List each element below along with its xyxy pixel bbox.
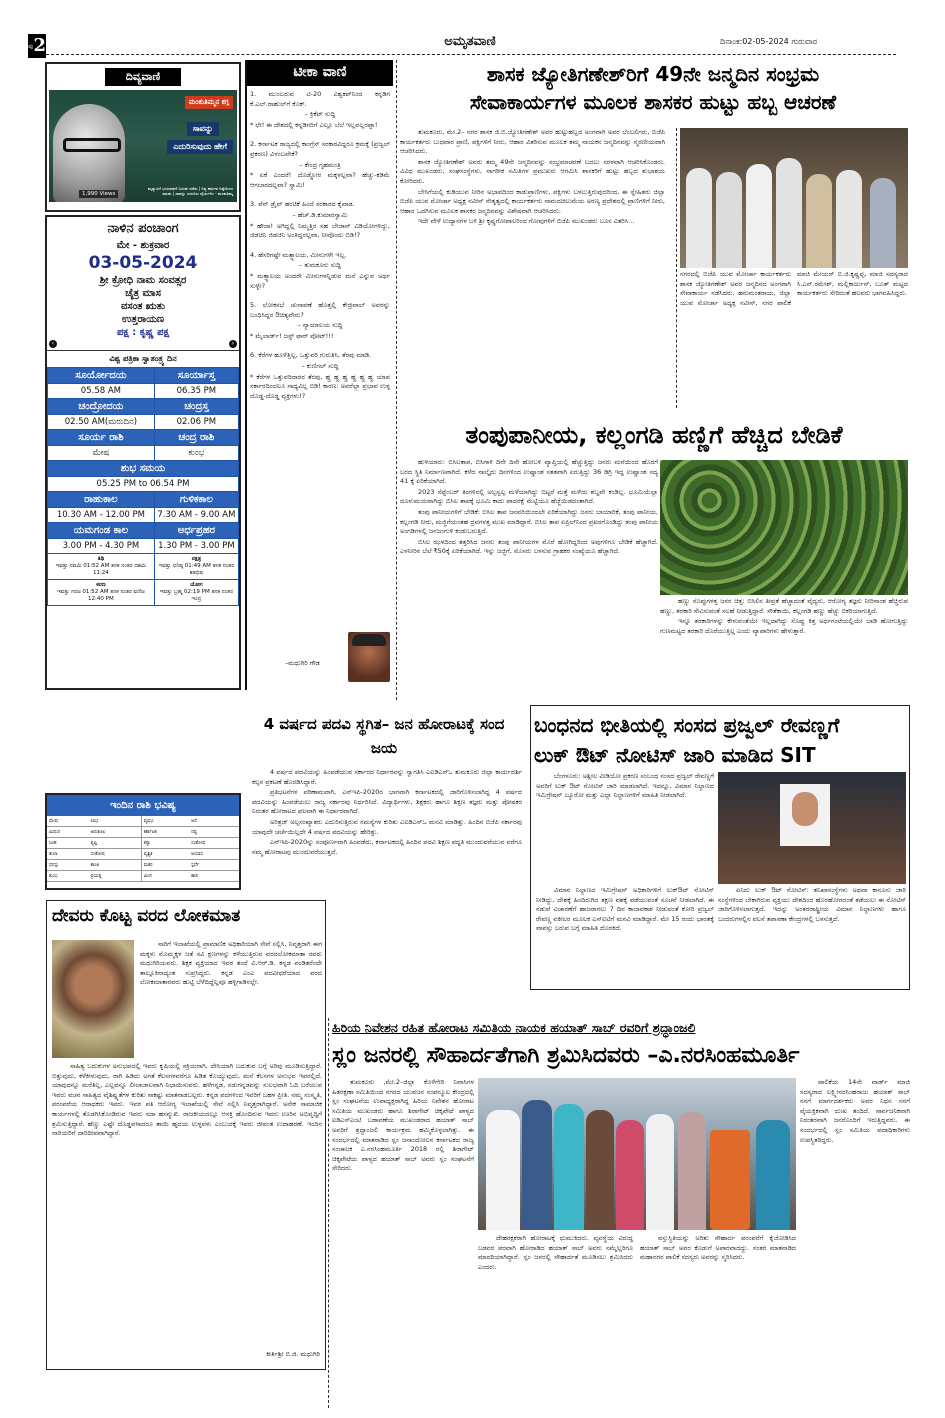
moonrise-value: 02.50 AM(ಮರುದಿನ) [48, 415, 155, 430]
panchanga-ritu: ವಸಂತ ಋತು [120, 301, 166, 312]
story1-paragraph: ತುಮಕೂರು, ಮೇ.2– ನಗರ ಶಾಸಕ ಜಿ.ಬಿ.ಜ್ಯೋತಿಗಣೇಶ್ ಅವರ ಹುಟ್ಟುಹಬ್ಬದ ಅಂಗವಾಗಿ ಅವರ ಬೆಂಬಲಿಗರು, ಬಿಜೆಪಿ ಕಾರ್ಯಕರ್ತರು ಬುಧವಾರ ಪ್ರಾಣಿ, ಪಕ್ಷಿಗಳಿಗೆ ನೀರು, ಆಹಾರ ವಿತರಿಸುವ ಮೂಲಕ ತಮ್ಮ ನಾಯಕನ ಜನ್ಮದಿನವನ್ನು ಸ್ಮರಣೀಯವಾಗಿ ಆಚರಿಸಿದರು. [400, 128, 665, 156]
photo-person [646, 1114, 674, 1230]
story1-caption: ನಗರದಲ್ಲಿ ಬಿಜೆಪಿ ಯುವ ಮೋರ್ಚಾ ಕಾರ್ಯಕರ್ತರು ಶಾಸಕ ಜ್ಯೋತಿಗಣೇಶ್ ಅವರ ಜನ್ಮದಿನದ ಅಂಗವಾಗಿ ಸೇವಾಕಾರ್ಯ ನಡೆಸಿದರು. ಹನುಮಂತರಾಯ, ಜಿಲ್ಲಾ ಯುವ ಮೋರ್ಚಾ ಅಧ್ಯಕ್ಷ ನವೀನ್, ನಗರ ಪಾಲಿಕೆ ಮಾಜಿ ಮೇಯರ್ ಬಿ.ಜಿ.ಕೃಷ್ಣಪ್ಪ, ಮಾಜಿ ಸದಸ್ಯರಾದ ಸಿ.ಎನ್.ರಮೇಶ್, ಮಲ್ಲಿಕಾರ್ಜುನ್, ಬೂತ್ ಮಟ್ಟದ ಕಾರ್ಯಕರ್ತರು ಸೇರಿದಂತೆ ಹಲವರು ಭಾಗವಹಿಸಿದ್ದರು. [680, 270, 908, 307]
tithi-value: ಇವತ್ತು ನವಮಿ 01:52 AM ತನಕ ನಂತರ ದಶಮಿ 11:24 [55, 563, 147, 576]
column-divider [676, 128, 677, 408]
rashi-prediction: ಆಸೆ [189, 816, 239, 827]
teeka-question: 5. ಲೋಕಸಭೆ ಚುನಾವಣೆ ಹೊತ್ತಲ್ಲಿ ಕೇಜ್ರಿವಾಲ್ ಅವರನ್ನು ಬಂಧಿಸಿದ್ದರ ಔಚಿತ್ಯವೇನು? [250, 301, 390, 319]
rahukala-label: ರಾಹುಕಾಲ [48, 492, 155, 508]
newspaper-title: ಅಮೃತವಾಣಿ [444, 34, 496, 49]
sunrise-value: 05.58 AM [48, 384, 155, 399]
rashi-row [47, 816, 239, 827]
yoga-cell [154, 580, 238, 606]
story4-paragraph: ಎನ್‌ಇಪಿ-2020ನ್ನು ಸಂಪೂರ್ಣವಾಗಿ ಹಿಂಪಡೆದು, ಕರ್ನಾಟಕದಲ್ಲಿ ಹಿಂದಿನ ಪದವಿ ಶಿಕ್ಷಣ ಪದ್ಧತಿ ಮುಂದುವರೆಯುವ ವರೆಗೂ ನಮ್ಮ ಹೋರಾಟವು ಮುಂದುವರೆಯುತ್ತದೆ. [252, 838, 522, 856]
gulikakala-label: ಗುಳಿಕಕಾಲ [154, 492, 238, 508]
rashi-prediction: ಸಂತೋಷ [89, 849, 142, 860]
moonset-value: 02.06 PM [154, 415, 238, 430]
teeka-source: – ಕುಣಿಗಲ್ ಸುದ್ದಿ [301, 362, 339, 371]
divyavani-video-thumbnail[interactable] [49, 90, 237, 202]
teeka-question: 6. ಕೆರೆಗಳ ಹೂಳೆತ್ತಿಲ್ಲ, ಒತ್ತುವರಿ ಗುರುತಿಸಿ, ತೆರವು ಮಾಡಿ. [250, 351, 372, 360]
story5-paragraph: ಸಾರಿಗೆ ಇಲಾಖೆಯಲ್ಲಿ ಪ್ರಾಮಾಣಿಕ ಅಧಿಕಾರಿಯಾಗಿ ಸೇವೆ ಸಲ್ಲಿಸಿ, ನಿವೃತ್ತರಾಗಿ ಈಗ ಮಕ್ಕಳು ಮೊಮ್ಮಕ್ಕಳ ಜತೆ ಸವಿ ಕ್ಷಣಗಳನ್ನು ಕಳೆಯುತ್ತಿರುವ ವರದಲೋಕಮಾತಾ ರವರು ಮಧುಗಿರಿಯವರು. ಶಿಕ್ಷಕ ವ್ಯಕ್ತಿಯಾದ ಇವರ ತಂದೆ ವಿ.ಆರ್.ಡಿ. ಕನ್ನಡ ಪಂಡಿತರೆಂದೇ ತಾಲ್ಲೂಕಿನಾದ್ಯಂತ ಸುಪ್ರಸಿದ್ಧರು. ಕನ್ನಡ ಎಂಎ ಪದವೀಧರೆಯಾದ ವರದ ಲೋಕಮಾತಾರವರು ಹುಟ್ಟಿ ಬೆಳೆದಿದ್ದೆಲ್ಲವೂ ಹಳ್ಳಿಗಾಡಿನಲ್ಲೇ. [140, 940, 322, 987]
story3-photo [718, 772, 906, 884]
karana-cell [48, 580, 155, 606]
story6-col-2 [800, 1078, 910, 1408]
rashi-sign: ಮೀನ [141, 871, 189, 882]
panchanga-paksha: ಪಕ್ಷ : ಕೃಷ್ಣ ಪಕ್ಷ [117, 327, 169, 338]
issue-date: ದಿನಾಂಕ:02-05-2024 ಗುರುವಾರ [720, 37, 818, 46]
rashi-sign: ಧನಸ್ಸು [47, 860, 89, 871]
photo-person [870, 178, 896, 268]
rashi-row [47, 827, 239, 838]
teeka-answer: * ಛೇ! ಈ ದೇಶದಲ್ಲಿ ಕನ್ನಡಿಗರಿಗೆ ಎಲ್ಲೂ ಬೆಲೆ ಇಲ್ಲವಲ್ಲರಪ್ಪಾ! [250, 120, 378, 129]
story1-paragraph: ಶಾಸಕ ಜ್ಯೋತಿಗಣೇಶ್ ಅವರು ತಮ್ಮ 49ನೇ ಜನ್ಮದಿನವನ್ನು ಸಂಭ್ರಮಾಚರಣೆ ಬದಲು ಸರಳವಾಗಿ ಆಚರಿಸಿಕೊಂಡರು. ವಿವಿಧ ಮುಖಂಡರು, ಸಂಘಸಂಸ್ಥೆಗಳು, ನಾಗರೀಕ ಸಮಿತಿಗಳ ಪ್ರಮುಖರು ಆಗಮಿಸಿ ಶಾಸಕರಿಗೆ ಹುಟ್ಟು ಹಬ್ಬದ ಶುಭಾಶಯ ಕೋರಿದರು. [400, 157, 665, 185]
yamaganda-value: 3.00 PM - 4.30 PM [48, 539, 155, 554]
teeka-source: – ಕ್ರಿಕೆಟ್ ಸುದ್ದಿ [304, 110, 336, 119]
story4-headline: 4 ವರ್ಷದ ಪದವಿ ಸ್ಥಗಿತ– ಜನ ಹೋರಾಟಕ್ಕೆ ಸಂದ ಜಯ [263, 715, 505, 757]
story5-headline: ದೇವರು ಕೊಟ್ಟ ವರದ ಲೋಕಮಾತ [52, 906, 241, 926]
story1-paragraph: ಇದೇ ವೇಳೆ ಉದ್ಯಾನಗಳ ಬಳಿ ಶ್ರೀ ಕೃಷ್ಣಗೋಪಾಲರಿಂದ ಗೋವುಗಳಿಗೆ ಬಿಜೆಪಿ ಮುಖಂಡರು ಬೂಸ ವಿತರಿಸಿ... [418, 217, 635, 226]
tithi-cell [48, 554, 155, 580]
protest-poster [780, 784, 830, 846]
karana-label: ಕರಣ [96, 582, 106, 588]
sunrise-label: ಸೂರ್ಯೋದಯ [48, 368, 155, 384]
yoga-value: ಇವತ್ತು ಬ್ರಹ್ಮ 02:19 PM ತನಕ ನಂತರ ಇಂದ್ರ [159, 589, 233, 602]
story3-paragraph: ಬೆಂಗಳೂರು: ಅಶ್ಲೀಲ ವೀಡಿಯೋ ಪ್ರಕರಣ ಸಂಬಂಧ ಸಂಸದ ಪ್ರಜ್ವಲ್ ರೇವಣ್ಣಗೆ ಅವರಿಗೆ ಲುಕ್ ಔಟ್ ನೋಟಿಸ್ ಜಾರಿ ಮಾಡಲಾಗಿದೆ. ಇದನ್ನೂ, ವಿಮಾನ ನಿಲ್ದಾಣದ ಇಮಿಗ್ರೇಷನ್ ಬ್ಯೂರೋ ಮತ್ತು ಎಲ್ಲಾ ನಿಲ್ದಾಣಗಳಿಗೆ ಮಾಹಿತಿ ನೀಡಲಾಗಿದೆ. [536, 772, 714, 800]
nakshatra-value: ಇವತ್ತು ಧನಿಷ್ಠ 01:49 AM ತನಕ ನಂತರ ಶತಭಿಷ [158, 563, 235, 576]
rashi-row [47, 860, 239, 871]
rashi-sign: ಸಿಂಹ [47, 838, 89, 849]
photo-banner [710, 1130, 750, 1230]
shubha-samaya-label: ಶುಭ ಸಮಯ [48, 461, 239, 477]
shubha-samaya-value: 05.25 PM to 06.54 PM [48, 477, 239, 492]
teeka-question: 3. ಪೆನ್ ಡ್ರೈವ್ ಹಂಚಿಕೆ ಹಿಂದೆ ಸರಕಾರದ ಕೈವಾಡ. [250, 200, 355, 209]
surya-rashi-label: ಸೂರ್ಯ ರಾಶಿ [48, 430, 155, 446]
glasses-shape [63, 138, 121, 152]
story1-headline-line-2: ಸೇವಾಕಾರ್ಯಗಳ ಮೂಲಕ ಶಾಸಕರ ಹುಟ್ಟು ಹಬ್ಬ ಆಚರಣೆ [469, 90, 837, 114]
teeka-question: 4. ಹೆಸರಿಗಷ್ಟೇ ಮತ್ಸ್ಯಾಲಯ, ಮೀನುಗಳೇ ಇಲ್ಲ. [250, 250, 347, 259]
rashi-prediction: ಸ್ಪರ್ಧೆ [189, 860, 239, 871]
panchanga-table [47, 367, 239, 606]
yamaganda-label: ಯಮಗಂಡ ಕಾಲ [48, 523, 155, 539]
ardhaprahara-value: 1.30 PM - 3.00 PM [154, 539, 238, 554]
teeka-vani-column [245, 60, 393, 690]
rashi-sign: ಕುಂಭ [47, 871, 89, 882]
chandra-rashi-value: ಕುಂಭ [154, 446, 238, 461]
story5-paragraph: ಸಾಹಿತ್ಯ ಬದುಕುಗಳ ಅನುಭವದಲ್ಲಿ ಇವರು ಕೃಷಿಯಲ್ಲಿ ಸಕ್ರಿಯರಾಗಿ, ದೇಸಿಯಾಗಿ ಬದುಕುವ ಬಗ್ಗೆ ಅರಿವು ಮೂಡಿಸುತ್ತಿದ್ದಾರೆ. ಬಿತ್ತುವುದು, ಕಳೆಕೀಳುವುದು, ರಾಗಿ ಹಿಡಿದು ಅಗತೆ ಕೆಲಸಗಳವರೆಗೂ ಹಿಡಿತ ಕೊಯ್ಯುವುದು, ಮನೆ ಕೆಲಸಗಳ ಅನುಭವ ಇವರಲ್ಲಿದೆ. ಯಾವುದನ್ನೂ ಮರೆತಿಲ್ಲ, ಎಲ್ಲವನ್ನೂ ಲೀಲಾಜಾಲವಾಗಿ ನಿಭಾಯಿಸುವರು. ಹಳೆಗನ್ನಡ, ನಡುಗನ್ನಡವನ್ನು ಸುಲಭವಾಗಿ ಓದಿ ಬರೆಯುವ ಇವರು ವಚನ ಸಾಹಿತ್ಯದ ವೈಶಿಷ್ಟ್ಯತೆಗಳ ಕುರಿತು ಸಾಕಷ್ಟು ಮಾತನಾಡಬಲ್ಲರು. ಕನ್ನಡ ಪದಗಳಿಂದ ಇವರಿಗೆ ಬಹಳ ಪ್ರೀತಿ. ನಮ್ಮ ಸಂಸ್ಕೃತಿ, ಪರಂಪರೆಯ ಆರಾಧಕರು ಇವರು. ಇವರ ಪತಿ ಆರೋಗ್ಯ ಇಲಾಖೆಯಲ್ಲಿ ಸೇವೆ ಸಲ್ಲಿಸಿ ನಿವೃತ್ತರಾಗಿದ್ದಾರೆ. ಅನೇಕ ಸಾಮಾಜಿಕ ಕಾರ್ಯಗಳಲ್ಲಿ ತೊಡಗಿಸಿಕೊಂಡಿರುವ ಇವರು ಸದಾ ಹಸನ್ಮುಖಿ. ರಾಜಕೀಯದಲ್ಲೂ ಆಸಕ್ತಿ ಹೊಂದಿರುವ ಇವರು ಊರಿನ ಅಭಿವೃದ್ಧಿಗೆ ಶ್ರಮಿಸುತ್ತಿದ್ದಾರೆ. ಹೆಣ್ಣು ಎಷ್ಟೇ ದೊಡ್ಡವಳಾದರೂ ತಾಯಿ ಹೃದಯ ಉಳ್ಳವಳು ಎಂಬುದಕ್ಕೆ ಇವರು ಜೀವಂತ ಉದಾಹರಣೆ. ಇಂದಿನ ನಾರಿಯರಿಗೆ ದಾರಿದೀಪವಾಗಿದ್ದಾರೆ. [52, 1062, 322, 1138]
yoga-label: ಯೋಗ [190, 582, 203, 588]
story2-paragraph: ಹುಳಿಯಾರು: ಬಿಸಿಲತಾಪ, ಬಿಸಿಗಾಳಿ ದಿನೇ ದಿನೇ ಹೋಬಳಿ ವ್ಯಾಪ್ತಿಯಲ್ಲಿ ಹೆಚ್ಚುತ್ತಿದ್ದು ಜನರು ಮನೆಯಿಂದ ಹೊರಗೆ ಬರದ ಸ್ಥಿತಿ ನಿರ್ಮಾಣವಾಗಿದೆ. ಕಳೆದ ನಾಲ್ಕೈದು ದಿನಗಳಿಂದ ಉಷ್ಣಾಂಶ ಸತತವಾಗಿ ಏರುತ್ತಿದ್ದು 36 ಡಿಗ್ರಿ ಇದ್ದ ಉಷ್ಣಾಂಶ ಸದ್ಯ 41 ಕ್ಕೆ ಏರಿಕೆಯಾಗಿದೆ. [400, 458, 658, 486]
story6-col-4 [640, 1234, 796, 1409]
column-divider [396, 60, 397, 700]
story2-paragraph: ಹಣ್ಣು ಸೊಪ್ಪುಗಳತ್ತ ಜನರ ಚಿತ್ತ: ಬಿಸಿಲಿನ ತೀವ್ರತೆ ಹೆಚ್ಚಾದಂತೆ ವೈದ್ಯರು, ಆರೋಗ್ಯ ತಜ್ಞರು ನೀರಿನಾಂಶ ಹೆಚ್ಚಿರುವ ಹಣ್ಣು, ತರಕಾರಿ ಸೇವಿಸುವಂತೆ ಸಲಹೆ ನೀಡುತ್ತಿದ್ದಾರೆ. ಸೌತೆಕಾಯಿ, ಕಲ್ಲಂಗಡಿ ಹಣ್ಣು ಹೆಚ್ಚು ಬಿಕರಿಯಾಗುತ್ತಿದೆ. [660, 597, 908, 615]
photo-person [554, 1104, 584, 1230]
story6-group-photo [478, 1078, 796, 1230]
divyavani-line-1: ಸಾವನ್ನು [187, 122, 219, 136]
page-number-badge [28, 34, 46, 58]
author-photo [348, 632, 390, 682]
rashi-row [47, 838, 239, 849]
portrait-image [53, 104, 125, 202]
photo-person [586, 1110, 614, 1230]
story3-paragraph: ಏನಿದು ಲುಕ್ ಔಟ್ ನೋಟಿಸ್: ತನಿಖಾಸಂಸ್ಥೆಗಳು ಅಥವಾ ಕಾನೂನು ಜಾರಿ ಸಂಸ್ಥೆಗಳಿಂದ ಬೇಕಾಗಿರುವ ವ್ಯಕ್ತಿಯು ದೇಶದಿಂದ ಹೊರಹೋಗದಂತೆ ತಡೆಯಲು ಈ ನೋಟಿಸ್ ಜಾರಿಗೊಳಿಸಲಾಗುತ್ತದೆ. ಇದನ್ನು ಅಂತರರಾಷ್ಟ್ರೀಯ ವಿಮಾನ ನಿಲ್ದಾಣಗಳು ಹಾಗೂ ಬಂದರುಗಳಲ್ಲಿನ ವಲಸೆ ತಪಾಸಣಾ ಕೇಂದ್ರಗಳಲ್ಲಿ ಬಳಸುತ್ತದೆ. [718, 886, 906, 923]
story5-signature: ಕೀರ್ತಿಶ್ರೀ ಬಿ.ಜಿ. ಮಧುಗಿರಿ [266, 1350, 320, 1358]
carousel-nav [47, 338, 239, 350]
rahukala-value: 10.30 AM - 12.00 PM [48, 508, 155, 523]
story6-paragraph: ವಸ್ತುಸ್ಥಿತಿಯನ್ನು ಅರಿತು ಸೌಹಾರ್ದ ಪರಂಪರೆಗೆ ಕೈಜೋಡಿಸಿದ ಹಯಾತ್ ಸಾಬ್ ಅವರ ಕೊಡುಗೆ ಅಪಾರವಾದದ್ದು. ನಂತರ ಮಾತನಾಡಿದ ಮಹಾನಗರ ಪಾಲಿಕೆ ಸದಸ್ಯರು ಅವರನ್ನು ಸ್ಮರಿಸಿದರು. [640, 1234, 796, 1262]
photo-person [616, 1120, 644, 1230]
chandra-rashi-label: ಚಂದ್ರ ರಾಶಿ [154, 430, 238, 446]
story2-paragraph: ತಂಪು ಪಾನೀಯಗಳಿಗೆ ಬೇಡಿಕೆ: ಬಿಸಿಲ ತಾಪ ಜನವರಿಯಿಂದಲೇ ಏರಿಕೆಯಾಗಿದ್ದು ಜನರು ಬಾಯಾರಿಕೆ, ತಂಪು ಪಾನೀಯ, ಕಲ್ಲಂಗಡಿ ನೀರು, ಮಜ್ಜಿಗೆಯಂತಹ ದ್ರವಗಳತ್ತ ಮುಖ ಮಾಡಿದ್ದಾರೆ. ಬಿಸಿಲ ತಾಪ ಏಪ್ರಿಲ್‌ನಿಂದ ಪ್ರಖರಗೊಂಡಿದ್ದು ತಂಪು ಪಾನೀಯ ಅಂಗಡಿಗಳಲ್ಲಿ ಜನಜಂಗುಳಿ ಕಂಡುಬರುತ್ತಿದೆ. [400, 507, 658, 536]
watermelon-photo [660, 460, 908, 595]
panchanga-ayana: ಉತ್ತರಾಯಣ [121, 314, 165, 325]
rashi-prediction: ಅನುಕೂಲ [89, 827, 142, 838]
rashi-table [47, 816, 239, 882]
story2-paragraph: ಇನ್ನೂ ತರಕಾರಿಗಳನ್ನು ಕೇಳುವಂತೆಯೇ ಇಲ್ಲದಾಗಿದ್ದು ಸೊಪ್ಪು ಕಿತ್ತ ಅರ್ಧಗಂಟೆಯಲ್ಲಿಯೇ ಬಾಡಿ ಹೋಗುತ್ತಿದ್ದು ಗುಣಮಟ್ಟದ ತರಕಾರಿ ದೊರೆಯುತ್ತಿಲ್ಲ ಎಂದು ವ್ಯಾಪಾರಿಗಳು ಹೇಳುತ್ತಾರೆ. [660, 617, 908, 635]
story3-intro [536, 772, 714, 884]
story1-body [400, 128, 665, 408]
page-number: 2 [33, 35, 46, 56]
rashi-sign: ತುಲಾ [47, 849, 89, 860]
story2-body [400, 458, 658, 703]
rashi-bhavishya-box [45, 793, 241, 890]
teeka-source: – ನ್ಯಾಯಾಲಯ ಸುದ್ದಿ [297, 321, 343, 330]
rashi-sign: ಮಿಥುನ [47, 827, 89, 838]
story4-paragraph: 4 ವರ್ಷದ ಪದವಿಯನ್ನು ಹಿಂಪಡೆಯುವ ಸರ್ಕಾರದ ನಿರ್ಧಾರವನ್ನು ಸ್ವಾಗತಿಸಿ ಎಐಡಿಎಸ್‌ಒ ತುಮಕೂರು ಜಿಲ್ಲಾ ಕಾರ್ಯದರ್ಶಿ ಕಲ್ಪನ ಪ್ರಕಟಣೆ ಹೊರಡಿಸಿದ್ದಾರೆ. [252, 768, 522, 786]
page-prefix: ಪು [28, 42, 34, 50]
story3-headline-line-2: ಲುಕ್ ಔಟ್ ನೋಟಿಸ್ ಜಾರಿ ಮಾಡಿದ SIT [534, 743, 816, 767]
view-count: 1,990 Views [79, 190, 118, 198]
teeka-answer: * ಏಕೆ ಎಂದರೆ! ದೊಡ್ಡೋರ ಮಕ್ಕಳಲ್ಲವಾ? ಹೆಚ್ಚು-ಕಡಿಮೆ ಆಗಬಾರದಲ್ಲವಾ? ಸ್ವಾಮಿ! [250, 171, 390, 189]
special-day: ವಿಶ್ವ ಪತ್ರಿಕಾ ಸ್ವಾತಂತ್ರ್ಯ ದಿನ [47, 350, 239, 367]
panchanga-masa: ಚೈತ್ರ ಮಾಸ [125, 288, 161, 299]
photo-person [486, 1110, 520, 1230]
rashi-prediction: ಸಂತೋಷ [189, 838, 239, 849]
photo-person [776, 158, 802, 268]
story3-paragraph: ವಿಮಾನ ನಿಲ್ದಾಣದ ಇಮಿಗ್ರೇಷನ್ ಅಧಿಕಾರಿಗಳಿಗೆ ಲುಕ್‌ಔಟ್ ನೋಟಿಸ್ ನೀಡಿದ್ದು, ದೇಶಕ್ಕೆ ಹಿಂದಿರುಗಿದ ತಕ್ಷಣ ವಶಕ್ಕೆ ಪಡೆಯುವಂತೆ ಸೂಚನೆ ನೀಡಲಾಗಿದೆ. ಈ ನಡುವೆ ವಿಚಾರಣೆಗೆ ಹಾಜರಾಗಲು 7 ದಿನ ಕಾಲಾವಕಾಶ ನೀಡುವಂತೆ ಕೋರಿ ಪ್ರಜ್ವಲ್ ರೇವಣ್ಣ ವಕೀಲರ ಮೂಲಕ ಎಸ್‌ಐಟಿಗೆ ಮನವಿ ಮಾಡಿದ್ದಾರೆ. ಮೇ 15 ರಂದು ಭಾರತಕ್ಕೆ ವಾಪಸ್ಸು ಬರುವ ಬಗ್ಗೆ ಮಾಹಿತಿ ದೊರಕಿದೆ. [536, 886, 714, 933]
story1-paragraph: ಬೇಸಿಗೆಯಲ್ಲಿ ಕುಡಿಯುವ ನೀರಿನ ಅಭಾವದಿಂದ ಕಾಡುಪ್ರಾಣಿಗಳು, ಪಕ್ಷಿಗಳು ಬಳಲುತ್ತಿರುವುದರಿಂದ, ಈ ಸ್ನೇಹಿತರು ಜಿಲ್ಲಾ ಬಿಜೆಪಿ ಯುವ ಮೋರ್ಚಾ ಅಧ್ಯಕ್ಷ ನವೀನ್ ನೇತೃತ್ವದಲ್ಲಿ ಕಾರ್ಯಕರ್ತರು ನಾಮದಚಿಲುಮೆಯ ಅರಣ್ಯ ಪ್ರದೇಶದಲ್ಲಿ ಪ್ರಾಣಿಗಳಿಗೆ ನೀರು, ಆಹಾರ ಒದಗಿಸುವ ಮೂಲಕ ಶಾಸಕರ ಜನ್ಮದಿನವನ್ನು ವಿಶೇಷವಾಗಿ ಆಚರಿಸಿದರು. [400, 187, 665, 215]
surya-rashi-value: ಮೇಷ [48, 446, 155, 461]
divyavani-title: ದಿವ್ಯವಾಣಿ [105, 68, 181, 86]
rashi-sign: ವೃಷಭ [141, 816, 189, 827]
teeka-answer: * ಹೌದಾ! ಅಗಿದ್ದಲ್ಲಿ ನಿಮ್ಮತ್ತಿರ ಸಹ ಬೇಜಾನ್ ವಿಡಿಯೋಗಳಿದ್ದು, ಜಿಡಚಿನಿ ಜಿಡಚಿನಿ ಅಂತಿದ್ದರಲ್ಲವಾ, ನೀವೊಂದು ಬಿಡಿ!? [250, 221, 390, 240]
rashi-title: ಇಂದಿನ ರಾಶಿ ಭವಿಷ್ಯ [47, 795, 239, 816]
rashi-prediction: ಲಾಭ [89, 816, 142, 827]
gulikakala-value: 7.30 AM - 9.00 AM [154, 508, 238, 523]
column-divider [328, 1018, 329, 1408]
rashi-sign: ಮಕರ [141, 860, 189, 871]
rashi-prediction: ಶಾಂತಿ [89, 860, 142, 871]
panchanga-box [45, 215, 241, 690]
rashi-prediction: ನಷ್ಟ [189, 827, 239, 838]
story6-paragraph: ದೇಹರಕ್ಷಕರಾಗಿ ಹೋರಾಟಕ್ಕೆ ಧುಮುಕಿದರು. ವ್ಯವಸ್ಥೆಯ ವಿರುದ್ಧ ಬಡವರ ಪರವಾಗಿ ಹೋರಾಡಿದ ಹಯಾತ್ ಸಾಬ್ ಅವರು ನಮ್ಮೆಲ್ಲರಿಗೂ ಮಾದರಿಯಾಗಿದ್ದಾರೆ. ಸ್ಲಂ ಜನರಲ್ಲಿ ಸೌಹಾರ್ದತೆ ಮೂಡಿಸಲು ಶ್ರಮಿಸಿದರು ಎಂದರು. [478, 1234, 633, 1271]
story6-col-1 [332, 1078, 474, 1408]
story3-col-2 [718, 886, 906, 986]
teeka-vani-title: ಟೀಕಾ ವಾಣಿ [247, 60, 393, 86]
panchanga-title: ನಾಳಿನ ಪಂಚಾಂಗ [107, 221, 179, 236]
story3-headline [534, 710, 906, 770]
rashi-sign: ವೃಶ್ಚಿಕ [141, 849, 189, 860]
teeka-answer: * ಮೈಲಾರ್ಡ್! ಜಸ್ಟ್ ಫಾರ್ ವೋಟ್!!! [250, 331, 334, 340]
story6-kicker: ಹಿರಿಯ ನಿವೇಶನ ರಹಿತ ಹೋರಾಟ ಸಮಿತಿಯ ನಾಯಕ ಹಯಾತ್ ಸಾಬ್ ರವರಿಗೆ ಶ್ರದ್ಧಾಂಜಲಿ [332, 1020, 696, 1035]
story6-col-3 [478, 1234, 633, 1409]
panchanga-samvatsara: ಶ್ರೀ ಕ್ರೋಧಿ ನಾಮ ಸಂವತ್ಸರ [99, 275, 187, 286]
ardhaprahara-label: ಅರ್ಧಪ್ರಹರ [154, 523, 238, 539]
sunset-value: 06.35 PM [154, 384, 238, 399]
rashi-prediction: ಆಯಾಸ [189, 849, 239, 860]
teeka-source: – ಕೇಂದ್ರ ಗೃಹಮಂತ್ರಿ [299, 160, 341, 169]
story6-paragraph: ತುಮಕೂರು ,ಮೇ.2–ಜಿಲ್ಲಾ ಕೊಳೆಗೇರಿ ನಿವಾಸಿಗಳ ಹಿತರಕ್ಷಣಾ ಸಮಿತಿಯಿಂದ ನಗರದ ಯುವಜನ ಸಂಪನ್ಮೂಲ ಕೇಂದ್ರದಲ್ಲಿ ಸ್ಲಂ ಸಂಘಟನೆಯ ಉಪಾಧ್ಯಕ್ಷರಾಗಿದ್ದ ಹಿರಿಯ ನಿವೇಶನ ಹೋರಾಟ ಸಮಿತಿಯ ಮುಖಂಡರು ಹಾಗೂ ಶಿರಾಗೇಟ್ ಚಿಕ್ಕಪೇಟೆ ಪಾಳ್ಯದ ಐಡಿಎಸ್‌ಎಂಟಿ ಬಡಾವಣೆಯ ಮುಖಂಡರಾದ ಹಯಾತ್ ಸಾಬ್ ಅವರಿಗೆ ಶ್ರದ್ಧಾಂಜಲಿ ಕಾರ್ಯಕ್ರಮ ಹಮ್ಮಿಕೊಳ್ಳಲಾಗಿತ್ತು. ಈ ಸಂದರ್ಭದಲ್ಲಿ ಮಾತನಾಡಿದ ಸ್ಲಂ ಜನಾಂದೋಲನ ಕರ್ನಾಟಕದ ರಾಜ್ಯ ಸಂಚಾಲಕ ಎ.ನರಸಿಂಹಮೂರ್ತಿ 2018 ರಲ್ಲಿ ಶಿರಾಗೇಟ್ ಚಿಕ್ಕಪೇಟೆಯ ಪಾಳ್ಯದ ಹಯಾತ್ ಸಾಬ್ ಅವರು ಸ್ಲಂ ಸಂಘಟನೆಗೆ ಸೇರಿದರು. [332, 1078, 474, 1173]
divyavani-verse: ಮೃತ್ಯುವಿಗೆ ಭಯಪಡದೆ ಬದುಕು ನಡೆಸು | ನಿತ್ಯ ಕರ್ಮವ ನಿಷ್ಠೆಯಿಂದ ಮಾಡು | ಸಾವನ್ನು ಎದುರಿಸು ಧೈರ್ಯದಿಂ - ಮಂಕುತಿಮ್ಮ [147, 186, 233, 196]
story1-photo [680, 128, 908, 268]
sunset-label: ಸೂರ್ಯಾಸ್ತ [154, 368, 238, 384]
story5-text-2 [52, 1062, 322, 1347]
photo-person [746, 164, 772, 268]
nakshatra-cell [154, 554, 238, 580]
chevron-right-icon[interactable]: › [229, 340, 237, 348]
rashi-prediction: ಪ್ರಯತ್ನ [89, 871, 142, 882]
rashi-row [47, 849, 239, 860]
story3-col-1 [536, 886, 714, 986]
rashi-row [47, 871, 239, 882]
story2-continuation [660, 597, 908, 705]
masthead-divider [46, 54, 896, 55]
photo-person [678, 1112, 706, 1230]
teeka-question: 2. ಕರ್ನಾಟಕ ರಾಜ್ಯದಲ್ಲಿ ಕಾಂಗ್ರೆಸ್ ಸರಕಾರವಿದ್ದರೂ ಕ್ರಮಕ್ಕೆ (ಪ್ರಜ್ವಲ್ ಪ್ರಕರಣ) ವಿಳಂಬವೇಕೆ? [250, 140, 390, 158]
divyavani-box [45, 62, 241, 212]
teeka-answer: * ಮತ್ಸ್ಯಾಲಯ ಅಂದರೇ ಮೀನುಗಳನ್ನಿಡುವ ಮನೆ ಎನ್ನುವ ಅರ್ಥ ಸುಳ್ಳೇ? [250, 271, 390, 290]
moonset-label: ಚಂದ್ರಸ್ತ [154, 399, 238, 415]
divyavani-tag: ಮಂಕುತಿಮ್ಮನ ಕಗ್ಗ [185, 96, 233, 109]
teeka-source: – ತುಮಕೂರು ಸುದ್ದಿ [299, 261, 341, 270]
teeka-author: –ಮಧುಗಿರಿ ಗೌಡ [285, 659, 320, 667]
rashi-sign: ಕರ್ಕಾಟಕ [141, 827, 189, 838]
teeka-answer: * ಕೆರೆಗಳ ಒತ್ತುವರಿದಾರರ ತೆರವು, ಹ್ಹ ಹ್ಹ ಹ್ಹ ಹ್ಹ ಹ್ಹ ಹ್ಹ ಯಾವ ಸರ್ಕಾರದಿಂದಲೂ ಸಾಧ್ಯವಿಲ್ಲ ಬಿಡಿ! ಕಾರಣ: ಅವರೆಲ್ಲಾ ಪ್ರಭಾವ ಉಳ್ಳ ದೊಡ್ಡ-ದೊಡ್ಡ ವ್ಯಕ್ತಿಗಳು!? [250, 372, 390, 400]
rashi-prediction: ಹಾನಿ [189, 871, 239, 882]
rashi-sign: ಕನ್ಯಾ [141, 838, 189, 849]
tithi-label: ತಿಥಿ [97, 556, 105, 562]
panchanga-month-day: ಮೇ - ಶುಕ್ರವಾರ [116, 240, 170, 251]
teeka-vani-items [247, 86, 393, 415]
story2-paragraph: 2023 ಸೆಪ್ಟೆಂಬರ್ ತಿಂಗಳಿನಲ್ಲಿ ಅಲ್ಪಸ್ವಲ್ಪ ಮಳೆಯಾಗಿದ್ದು ಬಿಟ್ಟರೆ ಮತ್ತೆ ಮಳೆಯ ಶಬ್ದವೇ ಕಂಡಿಲ್ಲ. ಭೂಮಿಯೆಲ್ಲಾ ದೂಳುಮಯವಾಗಿದ್ದು ಬಿಸಿಲ ತಾಪಕ್ಕೆ ಭೂಮಿ ಕಾದು ಪಾದರಕ್ಷೆ ಮೆಟ್ಟಿಯೂ ಹೆಜ್ಜೆಯಿಡದಂತಾಗಿದೆ. [400, 487, 658, 506]
story2-paragraph: ಬಿಸಿಲ ಝಳದಿಂದ ತತ್ತರಿಸಿದ ಜನರು ತಂಪು ಪಾನೀಯಗಳ ಮೊರೆ ಹೋಗಿದ್ದರಿಂದ ಅವುಗಳಿಗೂ ಬೇಡಿಕೆ ಹೆಚ್ಚಾಗಿದೆ. ಎಳನೀರಿನ ಬೆಲೆ ₹50ಕ್ಕೆ ಏರಿಕೆಯಾಗಿದೆ. ಇನ್ನು ಜಜ್ಜಿಗೆ, ಮೊಸರು ಬಳಸುವ ಗ್ರಾಹಕರ ಸಂಖ್ಯೆಯೂ ಹೆಚ್ಚಾಗಿದೆ. [400, 537, 658, 556]
story4-paragraph: ಪ್ರತಿಭಟನೆಗಳ ಪರಿಣಾಮವಾಗಿ, ಎನ್‌ಇಪಿ-2020ರ ಭಾಗವಾಗಿ ಕರ್ನಾಟಕದಲ್ಲಿ ಜಾರಿಗೊಳಿಸಲಾಗಿದ್ದ 4 ವರ್ಷದ ಪದವಿಯನ್ನು ಹಿಂಪಡೆಯಲು ರಾಜ್ಯ ಸರ್ಕಾರವು ನಿರ್ಧರಿಸಿದೆ. ವಿದ್ಯಾರ್ಥಿಗಳು, ಶಿಕ್ಷಕರು ಹಾಗೂ ಶಿಕ್ಷಣ ತಜ್ಞರು ಮತ್ತು ಪೋಷಕರ ನಿರಂತರ ಹೋರಾಟದ ಫಲವಾಗಿ ಈ ನಿರ್ಧಾರವಾಗಿದೆ. [252, 788, 522, 816]
story2-headline: ತಂಪುಪಾನೀಯ, ಕಲ್ಲಂಗಡಿ ಹಣ್ಣಿಗೆ ಹೆಚ್ಚಿದ ಬೇಡಿಕೆ [465, 421, 843, 449]
teeka-source: – ಹೆಚ್.ಡಿ.ಕುಮಾರಸ್ವಾಮಿ [292, 210, 348, 219]
divyavani-line-2: ಎದುರಿಸುವುದು ಹೇಗೆ [167, 140, 233, 154]
rashi-prediction: ತೃಪ್ತಿ [89, 838, 142, 849]
nakshatra-label: ನಕ್ಷತ್ರ [191, 556, 201, 562]
story5-text-1 [140, 940, 322, 1060]
photo-person [756, 1120, 790, 1230]
photo-person [716, 172, 742, 268]
photo-person [806, 174, 832, 268]
rashi-sign: ಮೇಷ [47, 816, 89, 827]
karana-value: ಇವತ್ತು ಗರಜ 01:52 AM ತನಕ ನಂತರ ವಣಿಜ 12:40 PM [57, 589, 145, 602]
story5-portrait [52, 940, 134, 1058]
story1-headline-line-1: ಶಾಸಕ ಜ್ಯೋತಿಗಣೇಶ್‌ರಿಗೆ 49ನೇ ಜನ್ಮದಿನ ಸಂಭ್ರಮ [486, 62, 820, 86]
story6-headline: ಸ್ಲಂ ಜನರಲ್ಲಿ ಸೌಹಾರ್ದತೆಗಾಗಿ ಶ್ರಮಿಸಿದವರು –ಎ.ನರಸಿಂಹಮೂರ್ತಿ [332, 1043, 800, 1068]
story6-paragraph: ಪಾಲಿಕೆಯ 14ನೇ ವಾರ್ಡ್ ಮಾಜಿ ಸದಸ್ಯರಾದ ಲಕ್ಷ್ಮೀನರಸಿಂಹರಾಜು ಹಯಾತ್ ಸಾಬ್ ನನಗೆ ಮಾರ್ಗದರ್ಶಕರು ಅವರ ನಿಧನ ನನಗೆ ವೈಯಕ್ತಿಕವಾಗಿ ದುಃಖ ತಂದಿದೆ. ಸಾರ್ವಜನಿಕವಾಗಿ ನಿರಂತರವಾಗಿ ಜನರೊಂದಿಗೆ ಇರುತ್ತಿದ್ದವರು. ಈ ಸಂದರ್ಭದಲ್ಲಿ ಸ್ಲಂ ಸಮಿತಿಯ ಪದಾಧಿಕಾರಿಗಳು ಉಪಸ್ಥಿತರಿದ್ದರು. [800, 1078, 910, 1144]
photo-person [686, 168, 712, 268]
panchanga-date: 03-05-2024 [88, 253, 198, 273]
moonrise-label: ಚಂದ್ರೋದಯ [48, 399, 155, 415]
story4-paragraph: ಅರಿತ್ರಜ್ ಅಲ್ಪಸಂಖ್ಯಾತರು ಎದುರಿಸುತ್ತಿರುವ ಸಮಸ್ಯೆಗಳ ಕುರಿತು ಎಐಡಿಎಸ್‌ಒ ಮನವಿ ಮಾಡಿತ್ತು. ಹಿಂದಿನ ಬಿಜೆಪಿ ಸರ್ಕಾರವು ಯಾವುದೇ ಚರ್ಚೆಯಿಲ್ಲದೇ 4 ವರ್ಷದ ಪದವಿಯನ್ನು ಹೇರಿತ್ತು. [252, 817, 522, 836]
photo-person [522, 1100, 552, 1230]
teeka-question: 1. ಮುಂಬರುವ ಟಿ-20 ವಿಶ್ವಕಪ್‌ನಿಂದ ಕನ್ನಡಿಗ ಕೆ.ಎಲ್.ರಾಹುಲ್‌ಗೆ ಕೊಕ್. [250, 90, 390, 108]
chevron-left-icon[interactable]: ‹ [49, 340, 57, 348]
story1-headline [398, 60, 908, 116]
story3-headline-line-1: ಬಂಧನದ ಭೀತಿಯಲ್ಲಿ ಸಂಸದ ಪ್ರಜ್ವಲ್ ರೇವಣ್ಣಗೆ [534, 713, 840, 737]
photo-person [836, 170, 862, 268]
